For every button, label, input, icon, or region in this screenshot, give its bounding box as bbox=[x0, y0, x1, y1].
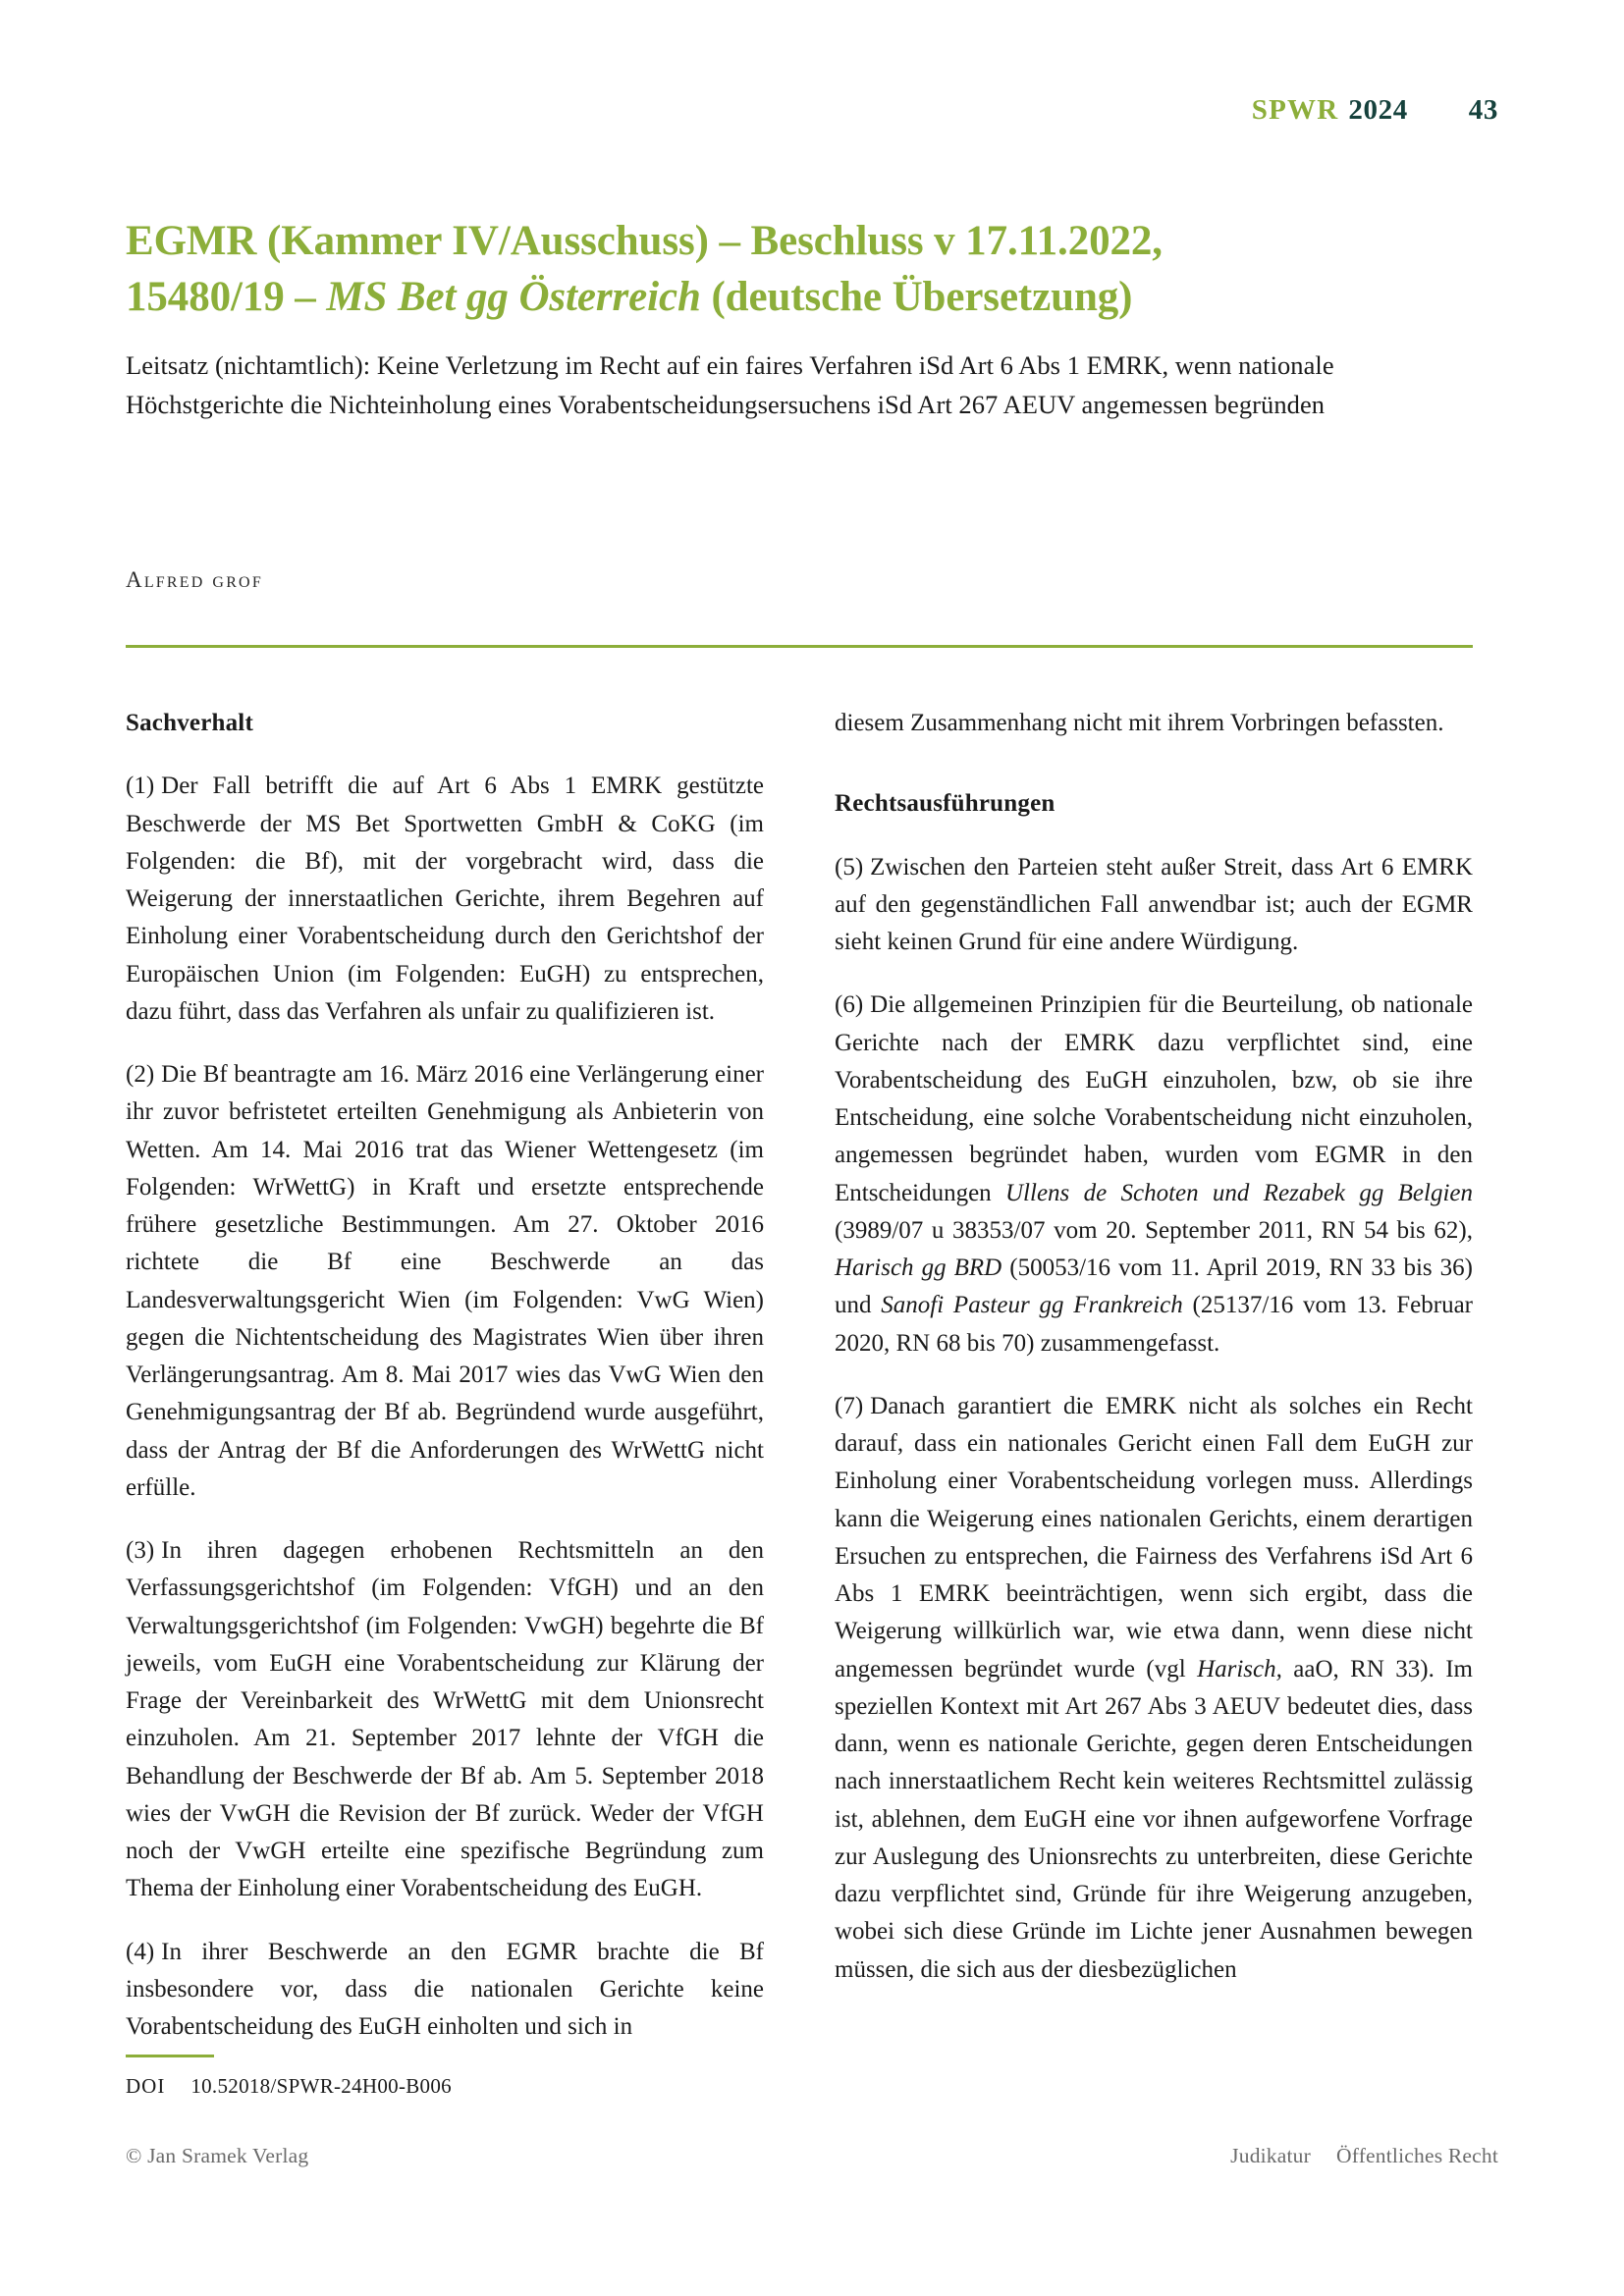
left-text-column bbox=[126, 705, 764, 2071]
paragraph-2 bbox=[126, 1056, 764, 1507]
article-title-case-name: MS Bet gg Österreich bbox=[326, 273, 701, 320]
doi-value: 10.52018/SPWR-24H00-B006 bbox=[190, 2074, 452, 2098]
section-heading-sachverhalt: Sachverhalt bbox=[126, 710, 253, 736]
footer-label-judikatur: Judikatur bbox=[1230, 2144, 1311, 2167]
paragraph-text: Danach garantiert die EMRK nicht als solches ein Recht darauf, dass ein nationales Gericht einen Fall dem EuGH zur Einholung einer Vorabentscheidung vorlegen muss. Allerdings kann die Weigerung eines nationalen Gerichts, einem derartigen Ersuchen zu entsprechen, die Fairness des Verfahrens iSd Art 6 Abs 1 EMRK beeinträchtigen, wenn sich ergibt, dass die Weigerung willkürlich war, wie etwa dann, wenn diese nicht angemessen begründet wurde (vgl Harisch, aaO, RN 33). Im speziellen Kontext mit Art 267 Abs 3 AEUV bedeutet dies, dass dann, wenn es nationale Gerichte, gegen deren Entscheidungen nach innerstaatlichem Recht kein weiteres Rechtsmittel zulässig ist, ablehnen, dem EuGH eine vor ihnen aufgeworfene Vorfrage zur Auslegung des Unionsrechts zu unterbreiten, diese Gerichte dazu verpflichtet sind, Gründe für ihre Weigerung anzugeben, wobei sich diese Gründe im Lichte jener Ausnahmen bewegen müssen, die sich aus der diesbezüglichen bbox=[835, 1392, 1474, 1983]
doi-label: DOI bbox=[126, 2074, 166, 2098]
paragraph-text: Die allgemeinen Prinzipien für die Beurteilung, ob nationale Gerichte nach der EMRK dazu verpflichtet sind, eine Vorabentscheidung des EuGH einzuholen, bzw, ob sie ihre Entscheidung, eine solche Vorabentscheidung nicht einzuholen, angemessen begründet haben, wurden vom EGMR in den Entscheidungen Ullens de Schoten und Rezabek gg Belgien (3989/07 u 38353/07 vom 20. September 2011, RN 54 bis 62), Harisch gg BRD (50053/16 vom 11. April 2019, RN 33 bis 36) und Sanofi Pasteur gg Frankreich (25137/16 vom 13. Februar 2020, RN 68 bis 70) zusammengefasst. bbox=[835, 991, 1474, 1357]
article-title-line-2-suffix: (deutsche Übersetzung) bbox=[700, 273, 1133, 320]
doi-footnote bbox=[126, 2074, 452, 2099]
footer-copyright: © Jan Sramek Verlag bbox=[126, 2144, 309, 2167]
paragraph-text: In ihren dagegen erhobenen Rechtsmitteln an den Verfassungsgerichtshof (im Folgenden: VfGH) und an den Verwaltungsgerichtshof (im Folgenden: VwGH) begehrte die Bf jeweils, vom EuGH eine Vorabentscheidung zur Klärung der Frage der Vereinbarkeit des WrWettG mit dem Unionsrecht einzuholen. Am 21. September 2017 lehnte der VfGH die Behandlung der Beschwerde der Bf ab. Am 5. September 2018 wies der VwGH die Revision der Bf zurück. Weder der VfGH noch der VwGH erteilte eine spezifische Begründung zum Thema der Einholung einer Vorabentscheidung des EuGH. bbox=[126, 1537, 764, 1902]
leitsatz-abstract: Leitsatz (nichtamtlich): Keine Verletzung im Recht auf ein faires Verfahren iSd Art 6 Abs 1 EMRK, wenn nationale Höchstgerichte die Nichteinholung eines Vorabentscheidungsersuchens iSd Art 267 AEUV angemessen begründen bbox=[126, 350, 1334, 420]
paragraph-7 bbox=[835, 1388, 1473, 1989]
article-title-line-1: EGMR (Kammer IV/Ausschuss) – Beschluss v 17.11.2022, bbox=[126, 217, 1163, 264]
paragraph-number: (5) bbox=[835, 853, 864, 881]
paragraph-number: (3) bbox=[126, 1537, 155, 1564]
paragraph-number: (7) bbox=[835, 1392, 864, 1419]
header-divider-rule bbox=[126, 645, 1473, 648]
author-name: Alfred grof bbox=[126, 567, 263, 592]
footer-section-labels bbox=[1230, 2144, 1498, 2168]
section-heading-rechtsausfuehrungen: Rechtsausführungen bbox=[835, 790, 1056, 818]
paragraph-text: Der Fall betrifft die auf Art 6 Abs 1 EMRK gestützte Beschwerde der MS Bet Sportwetten GmbH & CoKG (im Folgenden: die Bf), mit der vorgebracht wird, dass die Weigerung der innerstaatlichen Gerichte, ihrem Begehren auf Einholung einer Vorabentscheidung durch den Gerichtshof der Europäischen Union (im Folgenden: EuGH) zu entsprechen, dazu führt, dass das Verfahren als unfair zu qualifizieren ist. bbox=[126, 773, 764, 1025]
paragraph-4 bbox=[126, 1934, 764, 2047]
article-title bbox=[126, 213, 1500, 325]
journal-year: 2024 bbox=[1348, 94, 1408, 126]
paragraph-number: (2) bbox=[126, 1061, 155, 1088]
right-text-column bbox=[835, 705, 1473, 2014]
paragraph-number: (1) bbox=[126, 773, 155, 800]
paragraph-5 bbox=[835, 849, 1473, 962]
paragraph-4-continuation: diesem Zusammenhang nicht mit ihrem Vorbringen befassten. bbox=[835, 710, 1444, 736]
paragraph-text: Die Bf beantragte am 16. März 2016 eine Verlängerung einer ihr zuvor befristetet erteilten Genehmigung als Anbieterin von Wetten. Am 14. Mai 2016 trat das Wiener Wettengesetz (im Folgenden: WrWettG) in Kraft und ersetzte entsprechende frühere gesetzliche Bestimmungen. Am 27. Oktober 2016 richtete die Bf eine Beschwerde an das Landesverwaltungsgericht Wien (im Folgenden: VwG Wien) gegen die Nichtentscheidung des Magistrates Wien über ihren Verlängerungsantrag. Am 8. Mai 2017 wies das VwG Wien den Genehmigungsantrag der Bf ab. Begründend wurde ausgeführt, dass der Antrag der Bf die Anforderungen des WrWettG nicht erfülle. bbox=[126, 1061, 764, 1501]
paragraph-3 bbox=[126, 1532, 764, 1908]
footer-label-oeffentliches-recht: Öffentliches Recht bbox=[1336, 2144, 1498, 2167]
paragraph-number: (6) bbox=[835, 991, 864, 1019]
article-title-line-2-prefix: 15480/19 – bbox=[126, 273, 327, 320]
paragraph-text: In ihrer Beschwerde an den EGMR brachte die Bf insbesondere vor, dass die nationalen Gerichte keine Vorabentscheidung des EuGH einholten und sich in bbox=[126, 1938, 764, 2040]
page-number: 43 bbox=[1468, 94, 1498, 126]
footnote-divider-rule bbox=[126, 2055, 214, 2057]
paragraph-text: Zwischen den Parteien steht außer Streit, dass Art 6 EMRK auf den gegenständlichen Fall anwendbar ist; auch der EGMR sieht keinen Grund für eine andere Würdigung. bbox=[835, 853, 1473, 955]
paragraph-1 bbox=[126, 768, 764, 1031]
paragraph-number: (4) bbox=[126, 1938, 155, 1965]
running-head bbox=[1252, 94, 1498, 127]
paragraph-6 bbox=[835, 987, 1473, 1362]
journal-abbreviation: SPWR bbox=[1251, 94, 1339, 126]
